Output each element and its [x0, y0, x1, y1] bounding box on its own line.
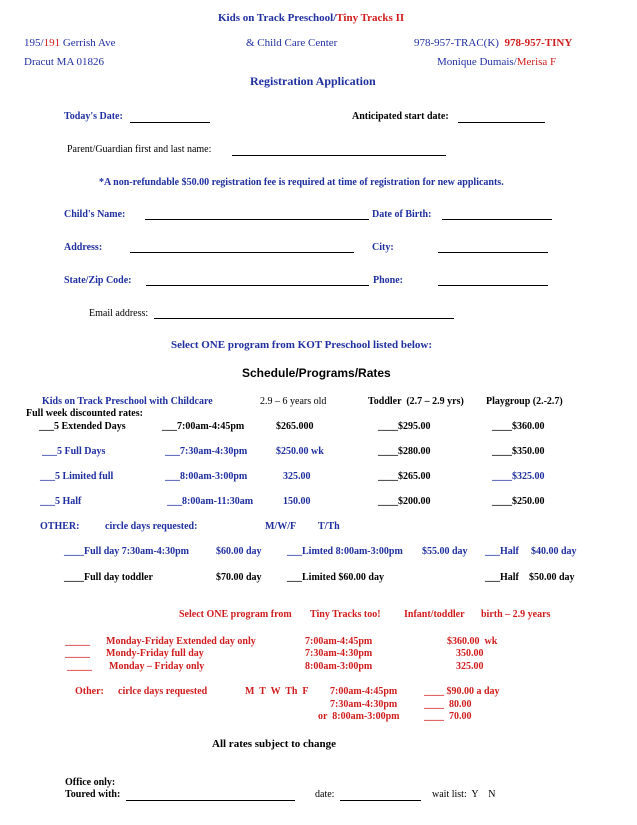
child-name-label: Child's Name: — [64, 209, 126, 220]
row-extended-rate: $265.000 — [276, 421, 314, 432]
row-extended-play[interactable]: ____$360.00 — [492, 421, 545, 432]
email-field[interactable] — [154, 318, 454, 319]
header-center-name: & Child Care Center — [246, 37, 338, 49]
state-zip-field[interactable] — [146, 285, 369, 286]
row-limited-time: ___8:00am-3:00pm — [165, 471, 248, 482]
tiny-other-label: Other: — [75, 686, 104, 697]
address-label: Address: — [64, 242, 103, 253]
other-fullday[interactable]: ____Full day 7:30am-4:30pm — [64, 546, 189, 557]
header-city: Dracut MA 01826 — [24, 56, 105, 68]
col-toddler: Toddler (2.7 – 2.9 yrs) — [368, 396, 464, 407]
tiny-row2-name: Mondy-Friday full day — [106, 648, 204, 659]
row-full-rate: $250.00 wk — [276, 446, 324, 457]
mwf-option[interactable]: M/W/F — [265, 521, 297, 532]
row-extended-time: ___7:00am-4:45pm — [162, 421, 245, 432]
form-title: Registration Application — [250, 74, 376, 88]
date-field[interactable] — [340, 800, 421, 801]
row-limited-name[interactable]: ___5 Limited full — [40, 471, 114, 482]
start-date-field[interactable] — [458, 122, 545, 123]
tiny-row3-rate: 325.00 — [456, 661, 484, 672]
col-program: Kids on Track Preschool with Childcare — [42, 396, 213, 407]
toured-with-field[interactable] — [126, 800, 295, 801]
row-extended-name[interactable]: ___5 Extended Days — [39, 421, 126, 432]
tiny-other-time-3: or 8:00am-3:00pm — [318, 711, 400, 722]
tiny-age-range: birth – 2.9 years — [481, 609, 551, 620]
tth-option[interactable]: T/Th — [318, 521, 340, 532]
tiny-row2-rate: 350.00 — [456, 648, 484, 659]
tiny-other-rate-3[interactable]: ____ 70.00 — [424, 711, 472, 722]
toured-with-label: Toured with: — [65, 789, 121, 800]
rates-note: All rates subject to change — [212, 738, 337, 750]
tiny-row3-name: Monday – Friday only — [109, 661, 205, 672]
infant-label: Infant/toddler — [404, 609, 465, 620]
title-kot: Kids on Track Preschool/ — [218, 12, 337, 24]
row-full-play[interactable]: ____$350.00 — [492, 446, 545, 457]
schedule-heading: Schedule/Programs/Rates — [242, 366, 391, 380]
row-half-play[interactable]: ____$250.00 — [492, 496, 545, 507]
contact-kot: Monique Dumais/ — [437, 56, 517, 68]
todays-date-field[interactable] — [130, 122, 210, 123]
other-half-toddler[interactable]: ___Half — [485, 572, 519, 583]
row-half-name[interactable]: ___5 Half — [40, 496, 82, 507]
kot-select-heading: Select ONE program from KOT Preschool listed below: — [171, 339, 433, 351]
tiny-row2-blank[interactable]: _____ — [65, 648, 90, 659]
header-title — [218, 13, 404, 24]
dob-field[interactable] — [442, 219, 552, 220]
todays-date-label: Today's Date: — [64, 111, 123, 122]
email-label: Email address: — [89, 308, 149, 319]
tiny-other-rate-1[interactable]: ____ $90.00 a day — [424, 686, 500, 697]
circle-label: circle days requested: — [105, 521, 198, 532]
col-playgroup: Playgroup (2.-2.7) — [486, 396, 563, 407]
other-limited-toddler[interactable]: ___Limited $60.00 day — [287, 572, 384, 583]
tiny-row1-name: Monday-Friday Extended day only — [106, 636, 256, 647]
city-label: City: — [372, 242, 394, 253]
row-limited-rate: 325.00 — [283, 471, 311, 482]
title-tiny-tracks: Tiny Tracks II — [336, 12, 405, 24]
other-half-toddler-rate: $50.00 day — [529, 572, 575, 583]
address-street: Gerrish Ave — [60, 37, 116, 49]
header-phone — [414, 38, 572, 49]
address-number-tiny: 191 — [43, 37, 61, 49]
tiny-row2-time: 7:30am-4:30pm — [305, 648, 373, 659]
other-limited-rate: $55.00 day — [422, 546, 468, 557]
tiny-row1-rate: $360.00 wk — [447, 636, 498, 647]
tiny-select-heading: Select ONE program from — [179, 609, 292, 620]
tiny-row3-blank[interactable]: _____ — [67, 661, 92, 672]
other-half-rate: $40.00 day — [531, 546, 577, 557]
fee-note: *A non-refundable $50.00 registration fee is required at time of registration for new applicants. — [99, 177, 504, 188]
phone-label: Phone: — [373, 275, 403, 286]
header-contact — [437, 57, 556, 68]
row-full-name[interactable]: ___5 Full Days — [42, 446, 106, 457]
tiny-name: Tiny Tracks too! — [310, 609, 381, 620]
discount-label: Full week discounted rates: — [26, 408, 143, 419]
parent-name-label: Parent/Guardian first and last name: — [67, 144, 212, 155]
tiny-row1-blank[interactable]: _____ — [65, 636, 90, 647]
other-half[interactable]: ___Half — [485, 546, 519, 557]
header-address — [24, 38, 115, 49]
date-label: date: — [315, 789, 335, 800]
address-number-kot: 195/ — [24, 37, 44, 49]
wait-list[interactable]: wait list: Y N — [432, 789, 496, 800]
address-field[interactable] — [130, 252, 354, 253]
tiny-row1-time: 7:00am-4:45pm — [305, 636, 373, 647]
child-name-field[interactable] — [145, 219, 369, 220]
row-half-rate: 150.00 — [283, 496, 311, 507]
parent-name-field[interactable] — [232, 155, 446, 156]
phone-tiny: 978-957-TINY — [504, 37, 573, 49]
row-half-toddler[interactable]: ____$200.00 — [378, 496, 431, 507]
other-limited[interactable]: ___Limted 8:00am-3:00pm — [287, 546, 403, 557]
contact-tiny: Merisa F — [516, 56, 557, 68]
tiny-circle-label: cirlce days requested — [118, 686, 208, 697]
phone-kot: 978-957-TRAC(K) — [414, 37, 499, 49]
col-age: 2.9 – 6 years old — [260, 396, 327, 407]
start-date-label: Anticipated start date: — [352, 111, 449, 122]
phone-field[interactable] — [438, 285, 548, 286]
other-toddler[interactable]: ____Full day toddler — [64, 572, 153, 583]
other-fullday-rate: $60.00 day — [216, 546, 262, 557]
row-half-time: ___8:00am-11:30am — [167, 496, 254, 507]
dob-label: Date of Birth: — [372, 209, 432, 220]
other-label: OTHER: — [40, 521, 80, 532]
tiny-other-rate-2[interactable]: ____ 80.00 — [424, 699, 472, 710]
row-full-time: ___7:30am-4:30pm — [165, 446, 248, 457]
tiny-days[interactable]: M T W Th F — [245, 686, 309, 697]
tiny-other-time-2: 7:30am-4:30pm — [330, 699, 398, 710]
tiny-row3-time: 8:00am-3:00pm — [305, 661, 373, 672]
row-limited-play[interactable]: ____$325.00 — [492, 471, 545, 482]
city-field[interactable] — [438, 252, 548, 253]
row-extended-toddler[interactable]: ____$295.00 — [378, 421, 431, 432]
tiny-other-time-1: 7:00am-4:45pm — [330, 686, 398, 697]
state-zip-label: State/Zip Code: — [64, 275, 132, 286]
office-only-label: Office only: — [65, 777, 116, 788]
other-toddler-rate: $70.00 day — [216, 572, 262, 583]
row-limited-toddler[interactable]: ____$265.00 — [378, 471, 431, 482]
row-full-toddler[interactable]: ____$280.00 — [378, 446, 431, 457]
